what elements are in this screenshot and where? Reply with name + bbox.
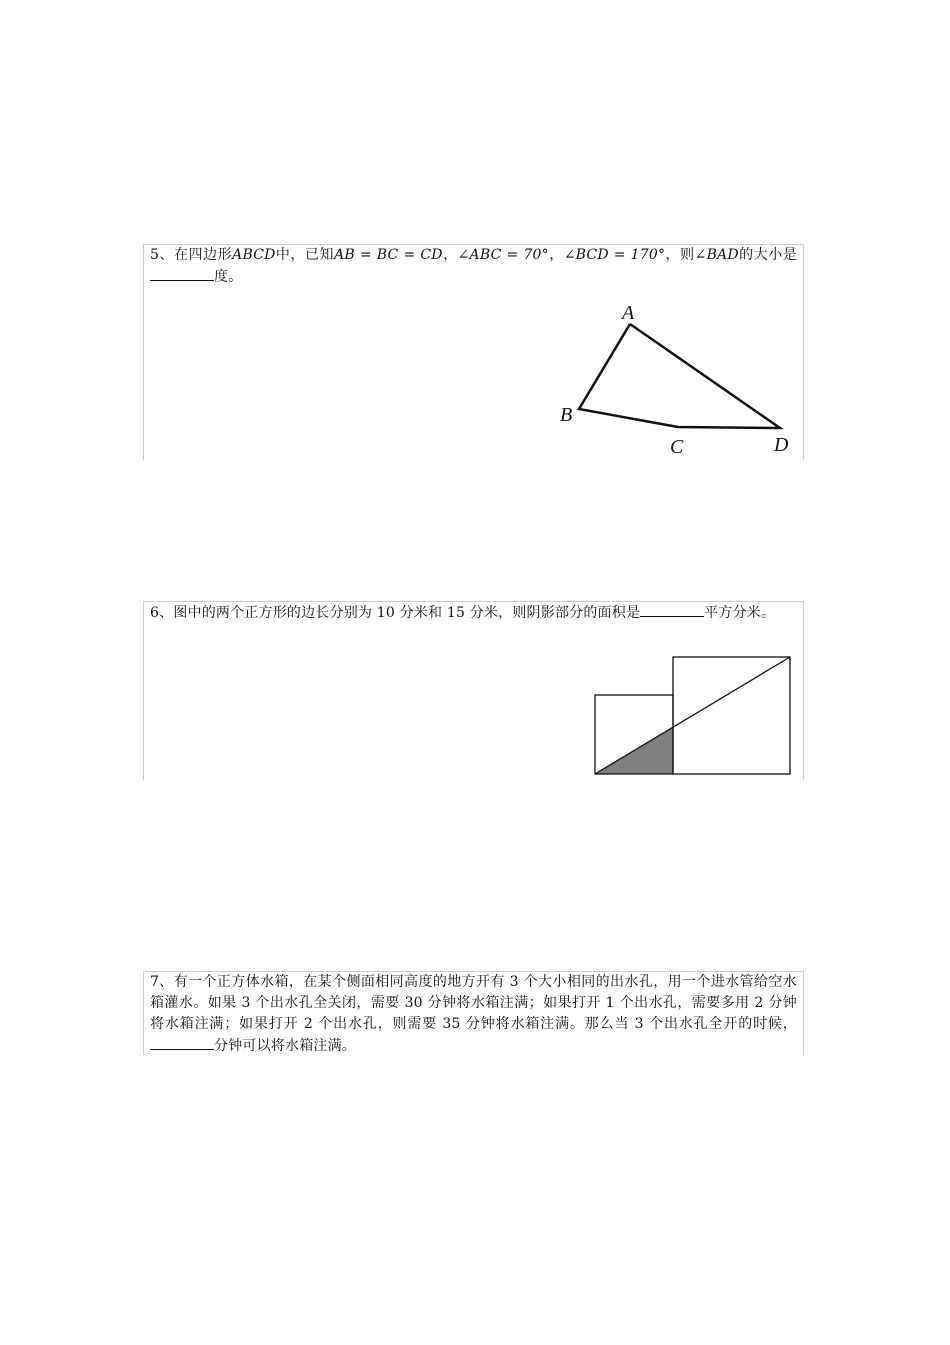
problem-5 [143, 244, 804, 460]
answer-blank[interactable] [150, 1035, 214, 1050]
problem-6-text: 6、图中的两个正方形的边长分别为 10 分米和 15 分米，则阴影部分的面积是 平方分米。 [144, 602, 803, 624]
angle-bcd: ∠BCD = 170° [563, 247, 666, 263]
diagonal-line [595, 657, 790, 774]
problem-6-number: 6、 [150, 605, 174, 621]
label-b: B [560, 404, 573, 426]
problem-5-text: 5、在四边形ABCD中，已知AB = BC = CD，∠ABC = 70°，∠BCD = 170°，则∠BAD的大小是度。 [150, 247, 797, 285]
angle-bad: ∠BAD [694, 247, 739, 263]
large-square [673, 657, 790, 774]
two-squares-figure [589, 652, 804, 781]
quad-name: ABCD [232, 247, 276, 263]
equal-sides: AB = BC = CD [334, 247, 443, 263]
problem-6 [143, 601, 804, 780]
quadrilateral-outline [579, 324, 780, 428]
problem-7 [143, 971, 804, 1055]
answer-blank[interactable] [640, 602, 704, 617]
label-a: A [622, 302, 635, 324]
label-d: D [774, 434, 789, 456]
angle-abc: ∠ABC = 70° [457, 247, 549, 263]
label-c: C [670, 436, 684, 458]
problem-7-number: 7、 [150, 974, 174, 990]
answer-blank[interactable] [150, 266, 214, 281]
problem-5-number: 5、 [150, 247, 174, 263]
problem-7-text: 7、有一个正方体水箱，在某个侧面相同高度的地方开有 3 个大小相同的出水孔，用一个进水管给空水箱灌水。如果 3 个出水孔全关闭，需要 30 分钟将水箱注满；如果打开 1 个出水孔，需要多用 2 分钟将水箱注满；如果打开 2 个出水孔，则需要 35 分钟将水箱注满。那么当 3 个出水孔全开的时候，分钟可以将水箱注满。 [150, 974, 797, 1054]
quadrilateral-figure [554, 297, 804, 461]
